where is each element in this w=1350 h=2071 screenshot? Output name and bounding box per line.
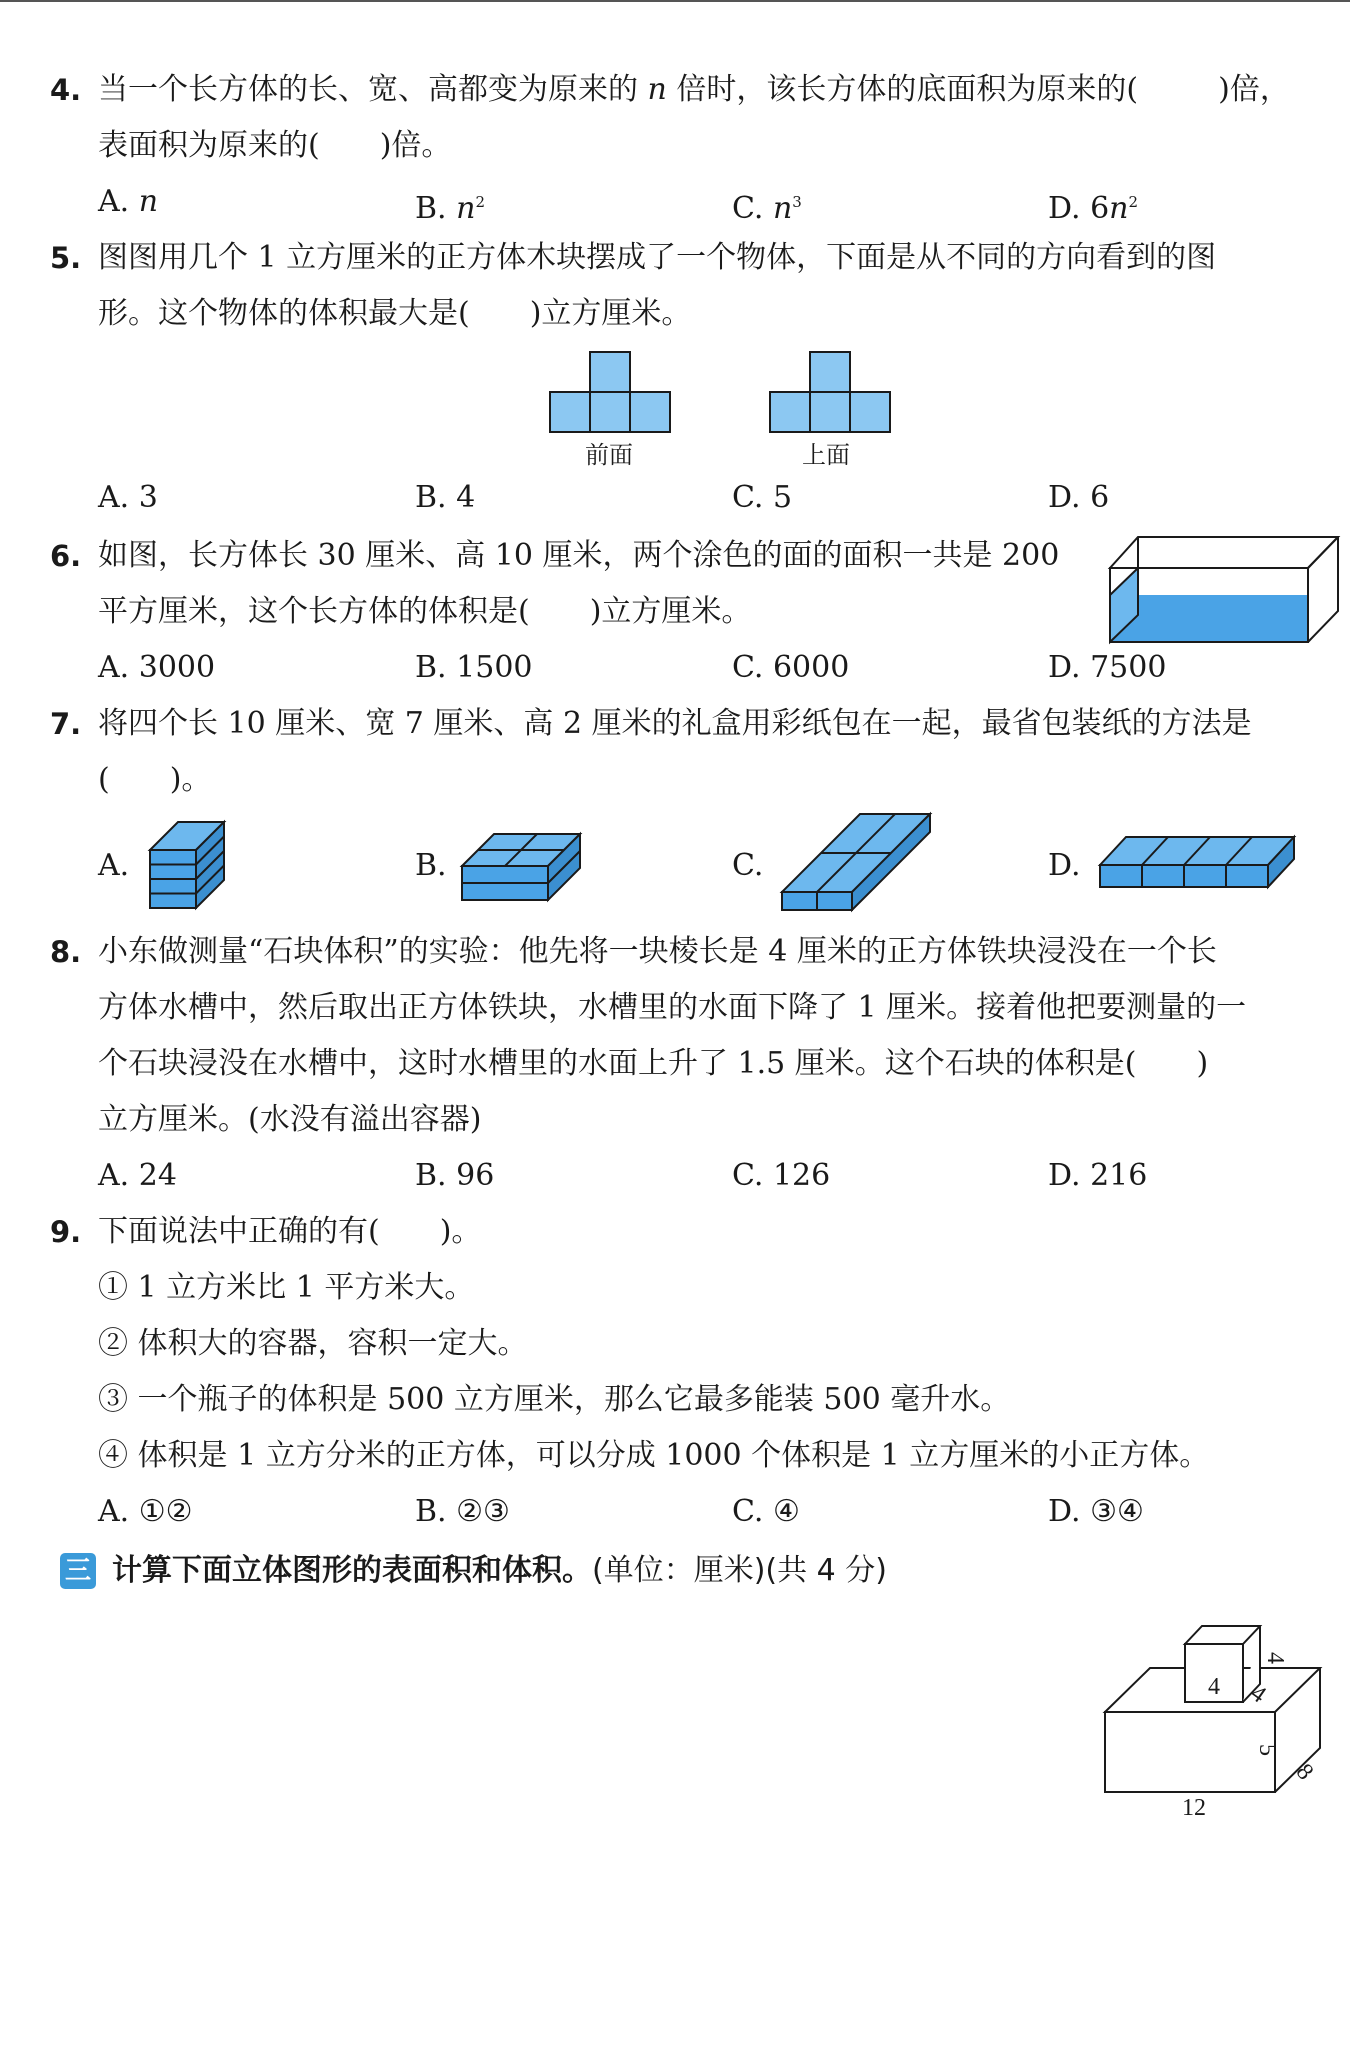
- question-text-line2: 形。这个物体的体积最大是( )立方厘米。: [98, 296, 692, 331]
- option-d[interactable]: D. 6: [1048, 480, 1110, 515]
- question-number: 9.: [50, 1215, 82, 1249]
- option-b[interactable]: B. 1500: [415, 650, 533, 685]
- option-b-figure: [460, 832, 584, 902]
- small-cube-height-label: 4: [1262, 1652, 1288, 1664]
- small-cube-edge-label: 4: [1208, 1674, 1220, 1700]
- big-box-height-label: 5: [1254, 1744, 1280, 1756]
- statement-2: ② 体积大的容器，容积一定大。: [98, 1326, 528, 1361]
- question-text-line1: 小东做测量“石块体积”的实验：他先将一块棱长是 4 厘米的正方体铁块浸没在一个长: [98, 934, 1217, 969]
- option-a[interactable]: A. ①②: [98, 1494, 193, 1529]
- option-c-figure: [780, 812, 932, 914]
- top-view-label: 上面: [802, 441, 850, 469]
- question-text-line1: 将四个长 10 厘米、宽 7 厘米、高 2 厘米的礼盒用彩纸包在一起，最省包装纸的方法是: [98, 706, 1252, 741]
- option-b[interactable]: B. $n^2$: [415, 191, 486, 226]
- question-text-line1: 下面说法中正确的有( )。: [98, 1214, 482, 1249]
- cuboid-shaded-figure: [1108, 535, 1340, 645]
- small-cube-depth-label: 4: [1245, 1680, 1271, 1709]
- question-text-line2: ( )。: [98, 762, 212, 797]
- option-d[interactable]: D. 7500: [1048, 650, 1167, 685]
- option-c[interactable]: C. ④: [732, 1494, 800, 1529]
- front-view-figure: [550, 350, 670, 432]
- option-a[interactable]: A. 24: [98, 1158, 177, 1193]
- option-d-figure: [1098, 835, 1298, 891]
- question-number: 6.: [50, 539, 82, 573]
- option-d[interactable]: D. $6n^2$: [1048, 191, 1139, 226]
- question-text-line1: 图图用几个 1 立方厘米的正方体木块摆成了一个物体，下面是从不同的方向看到的图: [98, 240, 1217, 275]
- option-c[interactable]: C. 6000: [732, 650, 850, 685]
- question-text-line1: 如图，长方体长 30 厘米、高 10 厘米，两个涂色的面的面积一共是 200: [98, 538, 1060, 573]
- option-d[interactable]: D. 216: [1048, 1158, 1148, 1193]
- option-b[interactable]: B. 4: [415, 480, 476, 515]
- question-text-line2: 方体水槽中，然后取出正方体铁块，水槽里的水面下降了 1 厘米。接着他把要测量的一: [98, 990, 1247, 1025]
- option-a[interactable]: A.: [98, 848, 130, 883]
- option-d[interactable]: D. ③④: [1048, 1494, 1144, 1529]
- question-number: 7.: [50, 707, 82, 741]
- option-c[interactable]: C.: [732, 848, 764, 883]
- question-number: 5.: [50, 241, 82, 275]
- option-c[interactable]: C. $n^3$: [732, 191, 802, 226]
- option-a[interactable]: A. 3: [98, 480, 158, 515]
- option-b[interactable]: B. ②③: [415, 1494, 510, 1529]
- question-number: 4.: [50, 73, 82, 107]
- section-title: 计算下面立体图形的表面积和体积。(单位：厘米)(共 4 分): [112, 1553, 887, 1588]
- option-c[interactable]: C. 126: [732, 1158, 831, 1193]
- section-number-badge: 三: [60, 1553, 96, 1589]
- option-a-figure: [148, 820, 230, 912]
- page-top-rule: [0, 0, 1350, 2]
- question-number: 8.: [50, 935, 82, 969]
- big-box-length-label: 12: [1182, 1795, 1206, 1821]
- option-b[interactable]: B. 96: [415, 1158, 495, 1193]
- option-d[interactable]: D.: [1048, 848, 1081, 883]
- question-text-line2: 平方厘米，这个长方体的体积是( )立方厘米。: [98, 594, 752, 629]
- statement-3: ③ 一个瓶子的体积是 500 立方厘米，那么它最多能装 500 毫升水。: [98, 1382, 1011, 1417]
- composite-solid-figure: [1100, 1608, 1345, 1821]
- option-b[interactable]: B.: [415, 848, 447, 883]
- top-view-figure: [770, 350, 890, 432]
- option-c[interactable]: C. 5: [732, 480, 793, 515]
- big-box-depth-label: 8: [1290, 1759, 1319, 1786]
- question-text-line2: 表面积为原来的( )倍。: [98, 128, 452, 163]
- statement-1: ① 1 立方米比 1 平方米大。: [98, 1270, 475, 1305]
- option-a[interactable]: A. n: [98, 184, 159, 219]
- question-text-line4: 立方厘米。(水没有溢出容器): [98, 1102, 482, 1137]
- question-text-line3: 个石块浸没在水槽中，这时水槽里的水面上升了 1.5 厘米。这个石块的体积是( ): [98, 1046, 1209, 1081]
- front-view-label: 前面: [585, 441, 633, 469]
- statement-4: ④ 体积是 1 立方分米的正方体，可以分成 1000 个体积是 1 立方厘米的小正方体。: [98, 1438, 1210, 1473]
- option-a[interactable]: A. 3000: [98, 650, 216, 685]
- question-text-line1: 当一个长方体的长、宽、高都变为原来的 n 倍时，该长方体的底面积为原来的( )倍，: [98, 72, 1290, 107]
